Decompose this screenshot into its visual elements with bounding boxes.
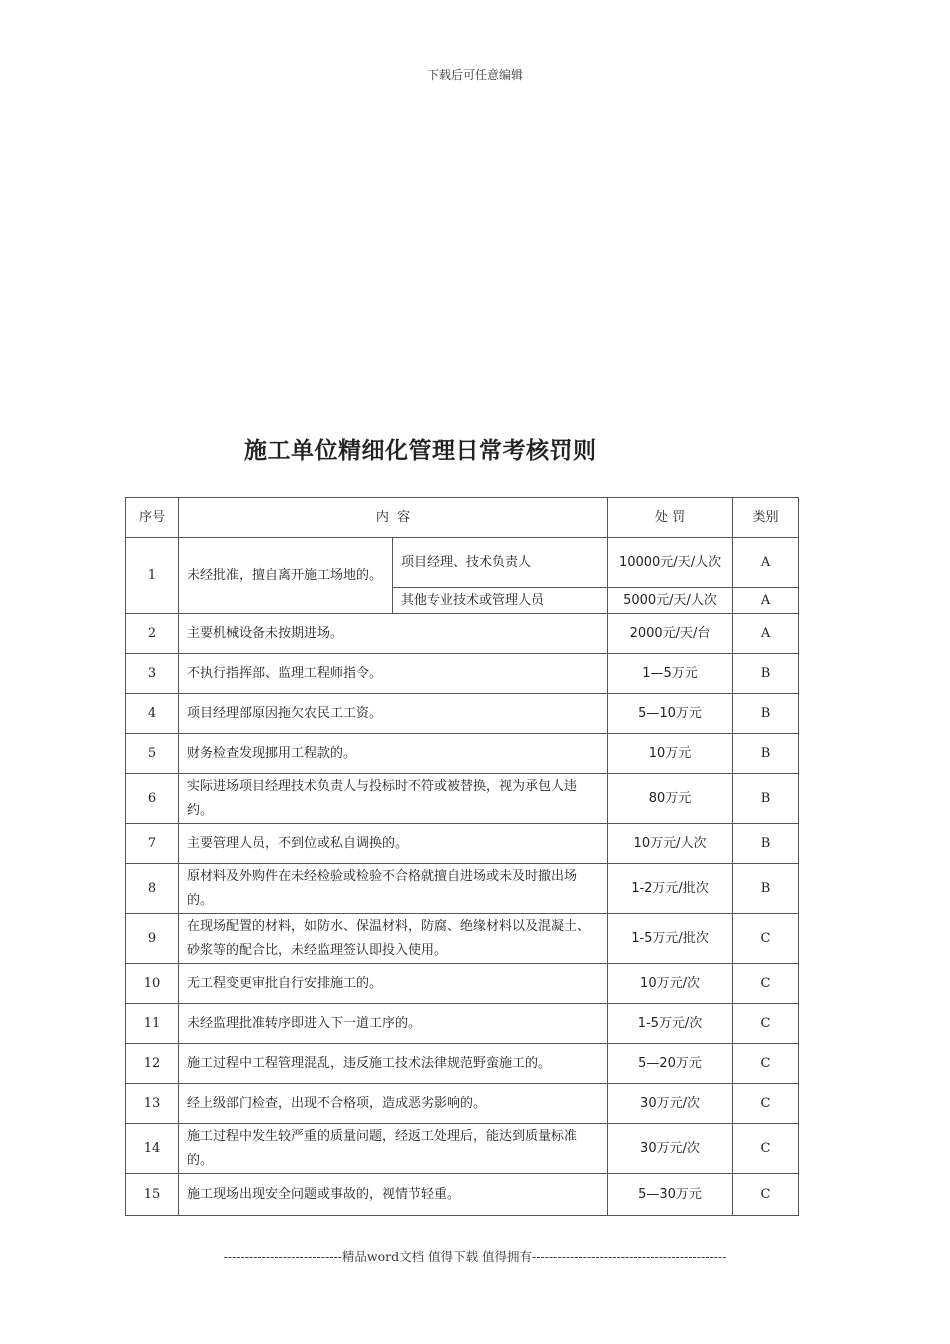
table-row xyxy=(126,1124,799,1174)
row-penalty: 2000元/天/台 xyxy=(608,614,733,654)
table-row xyxy=(126,1084,799,1124)
table-row xyxy=(126,1004,799,1044)
row-no: 12 xyxy=(126,1044,179,1084)
row-content: 施工过程中发生较严重的质量问题，经返工处理后，能达到质量标准的。 xyxy=(179,1124,608,1174)
table-row xyxy=(126,614,799,654)
row-sub-who: 其他专业技术或管理人员 xyxy=(393,588,608,614)
row-no: 14 xyxy=(126,1124,179,1174)
row-content: 在现场配置的材料，如防水、保温材料，防腐、绝缘材料以及混凝土、砂浆等的配合比，未经监理签认即投入使用。 xyxy=(179,914,608,964)
header-category: 类别 xyxy=(733,498,799,538)
document-title: 施工单位精细化管理日常考核罚则 xyxy=(244,437,597,464)
row-penalty: 5—20万元 xyxy=(608,1044,733,1084)
row-no: 6 xyxy=(126,774,179,824)
row-content: 项目经理部原因拖欠农民工工资。 xyxy=(179,694,608,734)
row-category: B xyxy=(733,864,799,914)
table-header-row xyxy=(126,498,799,538)
row-content: 施工现场出现安全问题或事故的，视情节轻重。 xyxy=(179,1174,608,1216)
header-no: 序号 xyxy=(126,498,179,538)
row-category: C xyxy=(733,964,799,1004)
header-content: 内 容 xyxy=(179,498,608,538)
row-no: 13 xyxy=(126,1084,179,1124)
row-penalty: 1-5万元/批次 xyxy=(608,914,733,964)
row-penalty: 1—5万元 xyxy=(608,654,733,694)
row-no: 2 xyxy=(126,614,179,654)
row-category: B xyxy=(733,734,799,774)
row-content: 实际进场项目经理技术负责人与投标时不符或被替换，视为承包人违约。 xyxy=(179,774,608,824)
row-category: C xyxy=(733,914,799,964)
row-penalty: 10万元/次 xyxy=(608,964,733,1004)
row-no: 10 xyxy=(126,964,179,1004)
row-content: 未经批准，擅自离开施工场地的。 xyxy=(179,538,393,614)
row-content: 原材料及外购件在未经检验或检验不合格就擅自进场或未及时撤出场的。 xyxy=(179,864,608,914)
row-no: 4 xyxy=(126,694,179,734)
row-category: B xyxy=(733,774,799,824)
table-row xyxy=(126,964,799,1004)
row-penalty: 30万元/次 xyxy=(608,1124,733,1174)
row-category: C xyxy=(733,1084,799,1124)
table-row xyxy=(126,694,799,734)
table-row xyxy=(126,1044,799,1084)
row-category: B xyxy=(733,654,799,694)
row-category: B xyxy=(733,824,799,864)
row-content: 经上级部门检查，出现不合格项，造成恶劣影响的。 xyxy=(179,1084,608,1124)
table-row xyxy=(126,824,799,864)
row-category: C xyxy=(733,1124,799,1174)
row-category: B xyxy=(733,694,799,734)
row-content: 施工过程中工程管理混乱，违反施工技术法律规范野蛮施工的。 xyxy=(179,1044,608,1084)
row-category: A xyxy=(733,588,799,614)
row-no: 5 xyxy=(126,734,179,774)
page-header: 下载后可任意编辑 xyxy=(426,68,523,82)
row-penalty: 10万元 xyxy=(608,734,733,774)
row-no: 8 xyxy=(126,864,179,914)
row-penalty: 80万元 xyxy=(608,774,733,824)
row-category: C xyxy=(733,1174,799,1216)
row-category: A xyxy=(733,614,799,654)
row-no: 15 xyxy=(126,1174,179,1216)
row-no: 9 xyxy=(126,914,179,964)
row-category: C xyxy=(733,1004,799,1044)
table-row xyxy=(126,774,799,824)
table-row xyxy=(126,654,799,694)
table-row xyxy=(126,914,799,964)
row-no: 1 xyxy=(126,538,179,614)
row-content: 财务检查发现挪用工程款的。 xyxy=(179,734,608,774)
row-category: C xyxy=(733,1044,799,1084)
row-sub-who: 项目经理、技术负责人 xyxy=(393,538,608,588)
table-row xyxy=(126,864,799,914)
row-content: 主要机械设备未按期进场。 xyxy=(179,614,608,654)
row-penalty: 10000元/天/人次 xyxy=(608,538,733,588)
row-content: 无工程变更审批自行安排施工的。 xyxy=(179,964,608,1004)
row-penalty: 5—30万元 xyxy=(608,1174,733,1216)
row-penalty: 10万元/人次 xyxy=(608,824,733,864)
row-content: 主要管理人员，不到位或私自调换的。 xyxy=(179,824,608,864)
page-footer: ----------------------------精品word文档 值得下载 值得拥有---------------------------------------------- xyxy=(223,1249,727,1264)
row-content: 不执行指挥部、监理工程师指令。 xyxy=(179,654,608,694)
table-row xyxy=(126,1174,799,1216)
row-penalty: 5000元/天/人次 xyxy=(608,588,733,614)
row-no: 11 xyxy=(126,1004,179,1044)
row-content: 未经监理批准转序即进入下一道工序的。 xyxy=(179,1004,608,1044)
penalty-table xyxy=(125,497,799,1216)
table-row xyxy=(126,734,799,774)
row-no: 7 xyxy=(126,824,179,864)
header-penalty: 处 罚 xyxy=(608,498,733,538)
table-row xyxy=(126,538,799,588)
row-category: A xyxy=(733,538,799,588)
row-penalty: 1-2万元/批次 xyxy=(608,864,733,914)
row-penalty: 30万元/次 xyxy=(608,1084,733,1124)
row-penalty: 5—10万元 xyxy=(608,694,733,734)
row-penalty: 1-5万元/次 xyxy=(608,1004,733,1044)
row-no: 3 xyxy=(126,654,179,694)
